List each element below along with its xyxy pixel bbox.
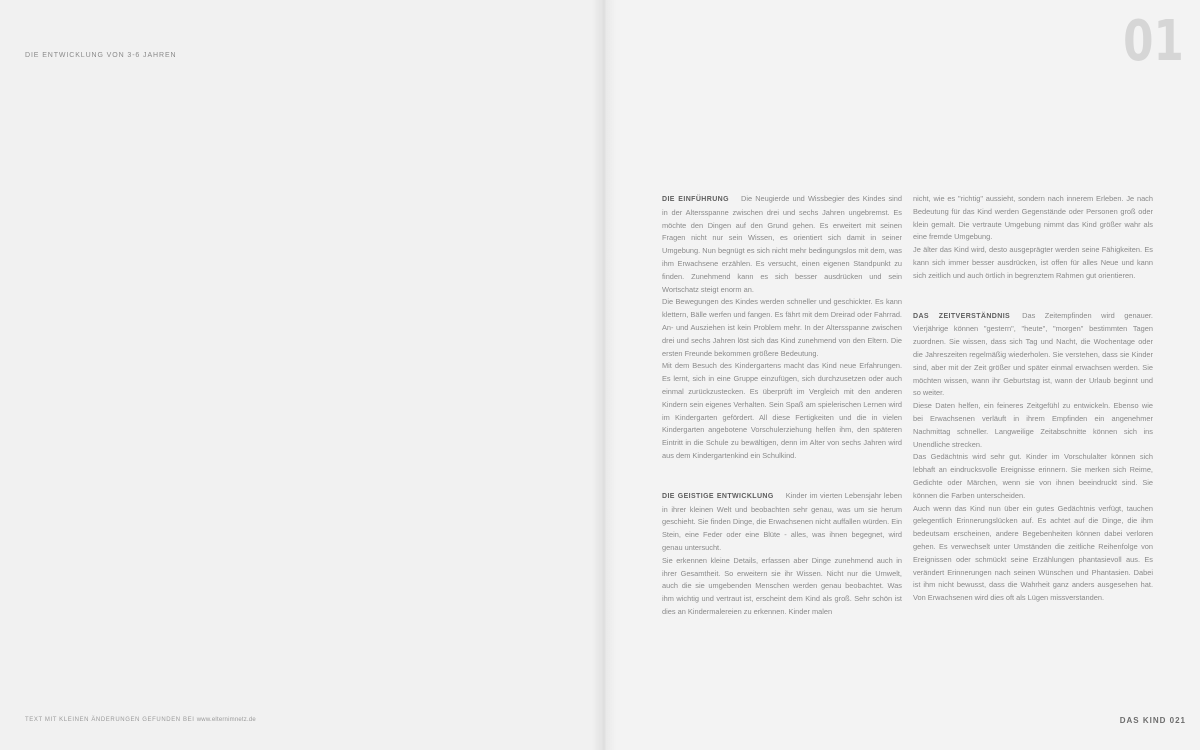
paragraph: Sie erkennen kleine Details, erfassen aber Dinge zunehmend auch in ihrer Gesamtheit. So erweitern sie ihr Wissen. Nicht nur die Umwelt, auch die sie umgebenden Menschen werden genau beobachtet. Was ihm wichtig und vertraut ist, erscheint dem Kind als groß. Sehr schön ist dies an Kindermalereien zu erkennen. Kinder malen [662, 555, 902, 616]
chapter-number: 01 [1123, 9, 1184, 74]
paragraph: Diese Daten helfen, ein feineres Zeitgefühl zu entwickeln. Ebenso wie bei Erwachsenen verläuft in ihrem Empfinden ein angenehmer Nachmittag schneller. Langweilige Zeitabschnitte können sich ins Unendliche strecken. [913, 401, 1153, 449]
paragraph: Mit dem Besuch des Kindergartens macht das Kind neue Erfahrungen. Es lernt, sich in eine Gruppe einzufügen, sich durchzusetzen oder auch einmal zurückzustecken. Es überprüft im Vergleich mit den anderen Kindern sein eigenes Verhalten. Sein Spaß am spielerischen Lernen wird im Kindergarten gefördert. All diese Fertigkeiten und die in vielen Kindergarten angebotene Vorschulerziehung helfen ihm, den späteren Eintritt in die Schule zu bewältigen, denn im Alter von sechs Jahren wird aus dem Kindergartenkind ein Schulkind. [662, 361, 902, 460]
book-gutter [592, 0, 616, 750]
source-text: TEXT MIT KLEINEN ÄNDERUNGEN GEFUNDEN BEI [25, 717, 195, 723]
paragraph: DIE GEISTIGE ENTWICKLUNG Kinder im vierten Lebensjahr leben in ihrer kleinen Welt und beobachten sehr genau, was um sie herum geschieht. Sie finden Dinge, die Erwachsenen nicht auffallen würden. Ein Stein, eine Feder oder eine Blüte - alles, was ihnen begegnet, wird genau untersucht. [662, 490, 903, 552]
page-footer: DAS KIND 021 [1119, 716, 1186, 725]
paragraph: DIE EINFÜHRUNG Die Neugierde und Wissbegier des Kindes sind in der Altersspanne zwischen drei und sechs Jahren ungebremst. Es möchte den Dingen auf den Grund gehen. Es erweitert mit seinen Fragen nicht nur sein Wissen, es orientiert sich damit in seiner Umgebung. Nun begnügt es sich nicht mehr bedingungslos mit dem, was ihm Erwachsene erzählen. Es versucht, einen eigenen Standpunkt zu finden. Zunehmend kann es sich besser ausdrücken und sein Wortschatz steigt enorm an. [662, 194, 903, 294]
paragraph: DAS ZEITVERSTÄNDNIS Das Zeitempfinden wird genauer. Vierjährige können "gestern", "heute", "morgen" bestimmten Tagen zuordnen. Sie wissen, dass sich Tag und Nacht, die Wochentage oder die Jahreszeiten regelmäßig wiederholen. Sie verstehen, dass sie Kinder sind, aber mit der Zeit größer und später einmal erwachsen werden. Sie möchten wissen, wann ihr Geburtstag ist, wann der Urlaub beginnt und so weiter. [913, 310, 1153, 398]
source-url: www.elternimnetz.de [196, 717, 256, 723]
section-heading: DIE GEISTIGE ENTWICKLUNG [662, 492, 774, 500]
text-column-left [662, 193, 902, 619]
paragraph: Die Bewegungen des Kindes werden schneller und geschickter. Es kann klettern, Bälle werfen und fangen. Es fährt mit dem Dreirad oder Fahrrad. An- und Ausziehen ist kein Problem mehr. In der Altersspanne zwischen drei und sechs Jahren löst sich das Kind zunehmend von den Eltern. Die ersten Freunde bekommen größere Bedeutung. [662, 297, 902, 358]
section-heading: DIE EINFÜHRUNG [662, 196, 729, 203]
paragraph: Auch wenn das Kind nun über ein gutes Gedächtnis verfügt, tauchen gelegentlich Erinnerungslücken auf. Es achtet auf die Dinge, die ihm bedeutsam erscheinen, andere Begebenheiten können dabei verloren gehen. Es verwechselt unter Umständen die zeitliche Reihenfolge von Ereignissen oder schmückt seine Erzählungen phantasievoll aus. Es verändert Erinnerungen nach seinen Wünschen und Phantasien. Dabei ist ihm nicht bewusst, dass die Wahrheit ganz anders ausgesehen hat. Von Erwachsenen wird dies oft als Lügen missverstanden. [913, 503, 1153, 603]
running-head: DIE ENTWICKLUNG VON 3-6 JAHREN [25, 52, 177, 59]
paragraph: nicht, wie es "richtig" aussieht, sondern nach innerem Erleben. Je nach Bedeutung für das Kind werden Gegenstände oder Personen groß oder klein gemalt. Die vertraute Umgebung nimmt das Kind größer wahr als eine fremde Umgebung. [913, 194, 1153, 242]
paragraph: Das Gedächtnis wird sehr gut. Kinder im Vorschulalter können sich lebhaft an eindrucksvolle Ereignisse erinnern. Sie merken sich Reime, Gedichte oder Märchen, wenn sie von ihnen beeindruckt sind. Sie können die Farben unterscheiden. [913, 452, 1153, 500]
section-heading: DAS ZEITVERSTÄNDNIS [913, 312, 1011, 320]
source-footnote [25, 717, 256, 723]
text-column-right [913, 193, 1153, 605]
paragraph: Je älter das Kind wird, desto ausgeprägter werden seine Fähigkeiten. Es kann sich immer besser ausdrücken, ist offen für alles Neue und kann sich zeitlich und auch örtlich in begrenztem Rahmen gut orientieren. [913, 245, 1153, 280]
